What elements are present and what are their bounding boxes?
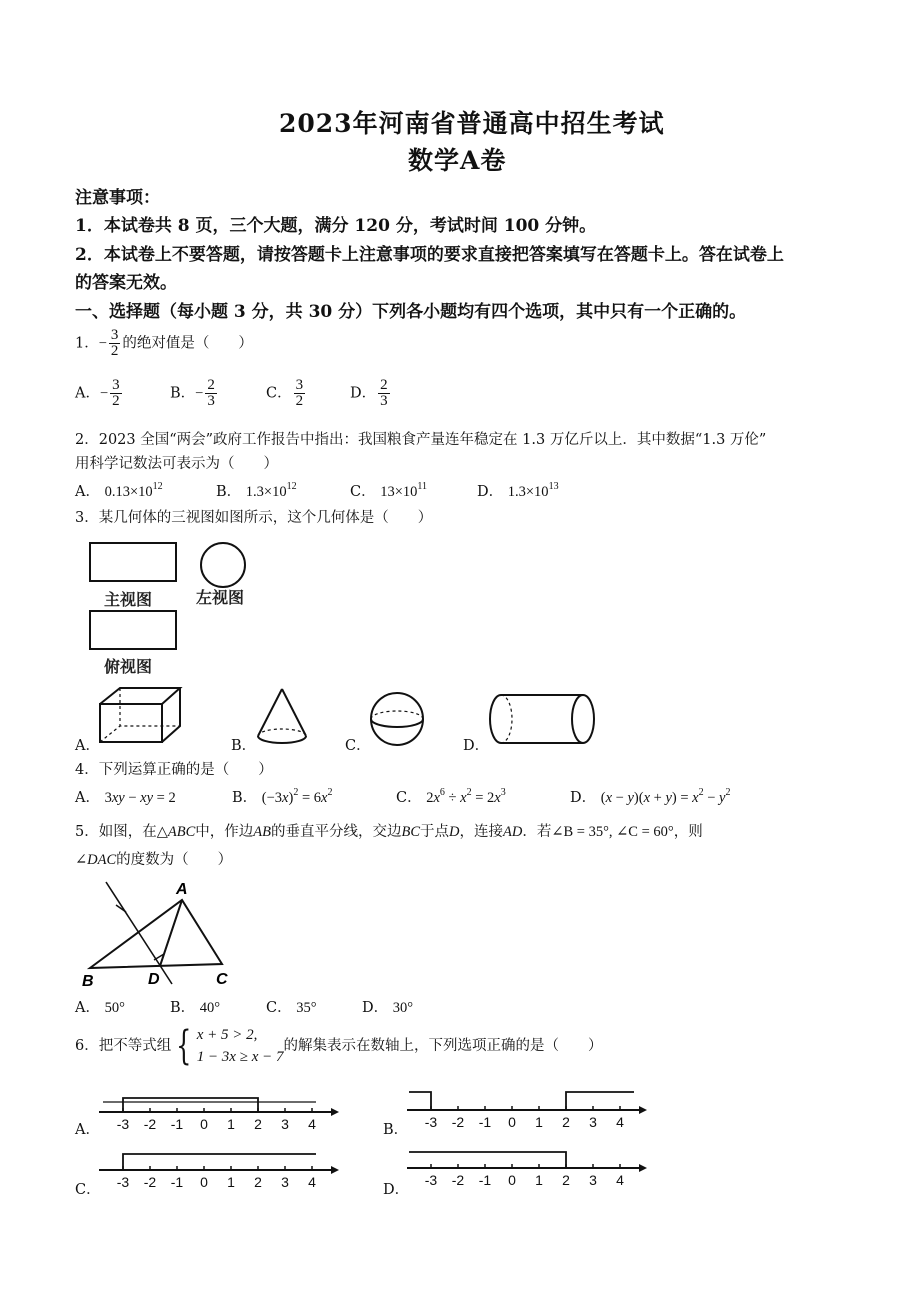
- notes-item-2b: 的答案无效。: [75, 273, 177, 293]
- q4-option-c-label: C．: [396, 790, 422, 806]
- nl-d-tick-label: 4: [616, 1172, 624, 1188]
- nl-a-tick-label: 2: [254, 1116, 262, 1132]
- cone-right-edge: [282, 689, 306, 736]
- q2-option-a[interactable]: [75, 480, 163, 501]
- q5-option-d-value: 30°: [392, 1000, 414, 1016]
- q4-option-c[interactable]: [396, 786, 506, 807]
- q5-line2-text: 的度数为（ ）: [116, 852, 233, 868]
- nl-c-tick-label: 3: [281, 1174, 289, 1190]
- triangle-abc: [90, 900, 222, 968]
- nl-c-tick-label: 2: [254, 1174, 262, 1190]
- nl-c-tick-label: 1: [227, 1174, 235, 1190]
- q1-option-a[interactable]: [75, 378, 124, 409]
- notes-item-1: 1．本试卷共 8 页，三个大题，满分 120 分，考试时间 100 分钟。: [75, 216, 597, 236]
- nl-b-tick-label: -3: [424, 1114, 438, 1130]
- nl-d-tick-label: -2: [451, 1172, 465, 1188]
- q5-option-c[interactable]: [266, 996, 317, 1017]
- q2-option-c-exp: 11: [417, 481, 428, 492]
- q5-option-a-value: 50°: [104, 1000, 125, 1016]
- q2-option-c[interactable]: [350, 480, 427, 501]
- nl-c-tick-label: -2: [143, 1174, 157, 1190]
- q2-option-a-base: 0.13×10: [104, 484, 153, 500]
- q5-option-b-label: B．: [170, 1000, 196, 1016]
- q5-option-d-label: D．: [362, 1000, 389, 1016]
- q5-option-a-label: A．: [75, 1000, 100, 1016]
- nl-b-arrow-icon: [639, 1106, 647, 1114]
- q5-d: D: [449, 824, 460, 840]
- q1-text: 的绝对值是（ ）: [122, 335, 253, 352]
- q4-option-a-label: A．: [75, 790, 100, 806]
- nl-a-tick-label: 4: [308, 1116, 316, 1132]
- nl-b-tick-label: 4: [616, 1114, 624, 1130]
- q1-option-c-den: 2: [295, 393, 304, 409]
- front-view-label: 主视图: [104, 592, 153, 609]
- q1-option-d-den: 3: [380, 393, 388, 409]
- q2-option-a-label: A．: [75, 484, 100, 500]
- q1-option-c-frac: [294, 378, 306, 409]
- q3-option-a-label[interactable]: A．: [75, 738, 100, 754]
- cuboid-hidden-edges: [100, 726, 180, 742]
- q1-option-b-frac: [205, 378, 217, 409]
- q5-mid4: ，连接: [459, 824, 504, 840]
- q5-pre: 5．如图，在: [75, 824, 157, 840]
- vertex-a-label: A: [176, 881, 188, 898]
- q1-frac-den: 2: [110, 343, 119, 359]
- q2-option-c-label: C．: [350, 484, 376, 500]
- q2-option-d[interactable]: [477, 480, 559, 501]
- q1-option-a-num: 3: [112, 377, 120, 393]
- nl-b-tick-label: -1: [478, 1114, 492, 1130]
- q2-option-b-base: 1.3×10: [245, 484, 287, 500]
- sphere-equator-back: [371, 711, 423, 719]
- nl-b-tick-label: 1: [535, 1114, 543, 1130]
- q5-option-c-value: 35°: [296, 1000, 317, 1016]
- question-1: [75, 328, 253, 359]
- cylinder-left-end-hidden: [501, 695, 512, 743]
- q1-option-c-label: C．: [266, 385, 292, 402]
- nl-a-tick-label: 3: [281, 1116, 289, 1132]
- q1-option-a-frac: [110, 378, 122, 409]
- q1-option-a-label: A．: [75, 385, 100, 402]
- q6-option-d-label[interactable]: D．: [383, 1182, 410, 1198]
- q1-option-a-den: 2: [112, 393, 120, 409]
- top-view-label: 俯视图: [104, 659, 153, 676]
- nl-c-tick-label: 0: [200, 1174, 208, 1190]
- q4-option-d[interactable]: [570, 786, 730, 807]
- nl-d-tick-label: 2: [562, 1172, 570, 1188]
- q3-option-c-sphere[interactable]: [366, 690, 428, 748]
- q2-option-b-label: B．: [216, 484, 242, 500]
- nl-c-arrow-icon: [331, 1166, 339, 1174]
- q5-option-a[interactable]: [75, 996, 125, 1017]
- q3-option-b-cone[interactable]: [252, 686, 312, 748]
- nl-b-right-ray: [566, 1092, 634, 1110]
- q1-option-d[interactable]: [350, 378, 392, 409]
- q3-option-b-label[interactable]: B．: [231, 738, 257, 754]
- exam-title: 2023年河南省普通高中招生考试: [279, 109, 665, 138]
- q5-mid2: 的垂直平分线，交边: [271, 824, 402, 840]
- section-1-heading: 一、选择题（每小题 3 分，共 30 分）下列各小题均有四个选项，其中只有一个正确的。: [75, 302, 747, 322]
- q6-inequality-system: [171, 1024, 283, 1068]
- sphere-equator-front: [371, 719, 423, 727]
- q1-option-c[interactable]: [266, 378, 307, 409]
- question-3: 3．某几何体的三视图如图所示，这个几何体是（ ）: [75, 510, 433, 526]
- segment-ad: [160, 900, 182, 966]
- q1-option-b-sign: −: [195, 385, 204, 402]
- cuboid-top-face: [100, 688, 180, 704]
- question-4: 4．下列运算正确的是（ ）: [75, 762, 273, 778]
- q2-option-b[interactable]: [216, 480, 297, 501]
- vertex-b-label: B: [82, 973, 94, 990]
- q6-option-c-number-line[interactable]: [95, 1146, 340, 1192]
- q4-option-b-expr: $(-3x)^2 = 6x^2$: [261, 787, 333, 806]
- nl-c-tick-label: -1: [170, 1174, 184, 1190]
- q3-option-d-label[interactable]: D．: [463, 738, 490, 754]
- q1-neg: −: [98, 335, 107, 352]
- q5-option-b-value: 40°: [199, 1000, 221, 1016]
- nl-d-tick-label: 0: [508, 1172, 516, 1188]
- vertex-c-label: C: [216, 971, 228, 988]
- q6-pre: 6．把不等式组: [75, 1038, 172, 1054]
- q6-option-c-label[interactable]: C．: [75, 1182, 101, 1198]
- q2-option-a-exp: 12: [152, 481, 163, 492]
- nl-d-tick-label: -1: [478, 1172, 492, 1188]
- nl-b-tick-label: 3: [589, 1114, 597, 1130]
- question-2-line-1: 2．2023 全国“两会”政府工作报告中指出：我国粮食产量连年稳定在 1.3 万亿斤以上．其中数据“1.3 万伦”: [75, 432, 767, 448]
- cone-base-back: [258, 729, 306, 736]
- q4-option-a[interactable]: [75, 786, 176, 807]
- nl-b-left-ray: [409, 1092, 431, 1110]
- question-5-line-1: [75, 820, 703, 841]
- q4-option-c-expr: $2x^6 \div x^2 = 2x^3$: [426, 787, 506, 806]
- q1-option-b[interactable]: [170, 378, 219, 409]
- q6-inequality-2: 1 − 3x ≥ x − 7: [196, 1049, 284, 1065]
- q1-option-c-num: 3: [295, 377, 304, 393]
- question-5-line-2: [75, 848, 232, 869]
- q3-option-d-cylinder[interactable]: [484, 690, 602, 748]
- nl-a-tick-label: -1: [170, 1116, 184, 1132]
- q1-option-a-sign: −: [99, 385, 109, 402]
- q1-number: 1．: [75, 335, 99, 352]
- notes-item-2a: 2．本试卷上不要答题，请按答题卡上注意事项的要求直接把答案填写在答题卡上。答在试卷上: [75, 245, 784, 265]
- perpendicular-bisector: [106, 882, 172, 984]
- q5-triangle-figure: [78, 872, 238, 990]
- nl-b-tick-label: -2: [451, 1114, 465, 1130]
- q2-option-b-exp: 12: [286, 481, 297, 492]
- q6-brace: {: [176, 1023, 192, 1069]
- q4-option-a-expr: 3xy − xy = 2: [104, 790, 176, 806]
- front-view-rect: [90, 543, 176, 581]
- q2-option-c-base: 13×10: [380, 484, 418, 500]
- q6-post: 的解集表示在数轴上，下列选项正确的是（ ）: [283, 1038, 603, 1054]
- q5-bc: BC: [401, 824, 421, 840]
- q3-option-c-label[interactable]: C．: [345, 738, 371, 754]
- nl-b-tick-label: 0: [508, 1114, 516, 1130]
- q5-option-c-label: C．: [266, 1000, 292, 1016]
- q4-option-b-label: B．: [232, 790, 258, 806]
- q1-option-b-den: 3: [207, 393, 215, 409]
- q1-option-d-frac: [378, 378, 390, 409]
- q2-option-d-base: 1.3×10: [507, 484, 549, 500]
- question-6: [75, 1024, 602, 1068]
- cylinder-right-end: [572, 695, 594, 743]
- q5-angle: ∠DAC: [75, 852, 117, 868]
- q1-option-d-num: 2: [380, 377, 388, 393]
- nl-d-tick-label: -3: [424, 1172, 438, 1188]
- nl-c-tick-label: -3: [116, 1174, 130, 1190]
- q6-option-b-label[interactable]: B．: [383, 1122, 409, 1138]
- nl-d-tick-label: 3: [589, 1172, 597, 1188]
- cuboid-front-face: [100, 704, 162, 742]
- q1-option-b-label: B．: [170, 385, 196, 402]
- nl-a-solution-bracket: [123, 1098, 258, 1112]
- q4-option-b[interactable]: [232, 786, 332, 807]
- q1-option-d-label: D．: [350, 385, 377, 402]
- nl-c-ray: [123, 1154, 316, 1170]
- q5-ad: AD: [503, 824, 523, 840]
- q3-option-a-cuboid[interactable]: [95, 684, 190, 748]
- q3-three-views-figure: [80, 535, 260, 685]
- q5-mid1: 中，作边: [195, 824, 254, 840]
- nl-a-tick-label: -2: [143, 1116, 157, 1132]
- cone-left-edge: [258, 689, 282, 736]
- q6-option-a-label[interactable]: A．: [75, 1122, 100, 1138]
- q5-mid3: 于点: [420, 824, 450, 840]
- q5-option-d[interactable]: [362, 996, 413, 1017]
- cone-base-front: [258, 736, 306, 743]
- q6-option-b-number-line[interactable]: [403, 1084, 648, 1134]
- nl-d-arrow-icon: [639, 1164, 647, 1172]
- q1-frac-num: 3: [110, 327, 119, 343]
- cylinder-left-end-visible: [490, 695, 501, 743]
- sphere-outline: [371, 693, 423, 745]
- nl-a-tick-label: 1: [227, 1116, 235, 1132]
- q5-option-b[interactable]: [170, 996, 220, 1017]
- q5-condition: ∠B = 35°, ∠C = 60°: [551, 824, 674, 840]
- point-d-label: D: [148, 971, 160, 988]
- nl-a-tick-label: -3: [116, 1116, 130, 1132]
- q1-option-b-num: 2: [207, 377, 215, 393]
- nl-b-tick-label: 2: [562, 1114, 570, 1130]
- nl-d-ray: [409, 1152, 566, 1168]
- nl-a-tick-label: 0: [200, 1116, 208, 1132]
- question-2-line-2: 用科学记数法可表示为（ ）: [75, 456, 278, 472]
- q2-option-d-exp: 13: [548, 481, 559, 492]
- q5-mid5: ．若: [522, 824, 552, 840]
- nl-d-tick-label: 1: [535, 1172, 543, 1188]
- q4-option-d-expr: $(x - y)(x + y) = x^2 - y^2$: [600, 787, 731, 806]
- q2-option-d-label: D．: [477, 484, 504, 500]
- q5-ab: AB: [253, 824, 271, 840]
- exam-subtitle: 数学A卷: [408, 146, 507, 175]
- nl-c-tick-label: 4: [308, 1174, 316, 1190]
- q5-triangle: △ABC: [156, 824, 196, 840]
- nl-a-arrow-icon: [331, 1108, 339, 1116]
- q4-option-d-label: D．: [570, 790, 597, 806]
- left-view-circle: [201, 543, 245, 587]
- q6-option-d-number-line[interactable]: [403, 1138, 648, 1190]
- top-view-rect: [90, 611, 176, 649]
- q6-inequality-1: x + 5 > 2,: [196, 1027, 258, 1043]
- q5-end: ，则: [673, 824, 703, 840]
- q6-option-a-number-line[interactable]: [95, 1088, 340, 1134]
- q1-fraction: [109, 328, 121, 359]
- notes-heading: 注意事项：: [75, 188, 160, 208]
- left-view-label: 左视图: [196, 590, 245, 607]
